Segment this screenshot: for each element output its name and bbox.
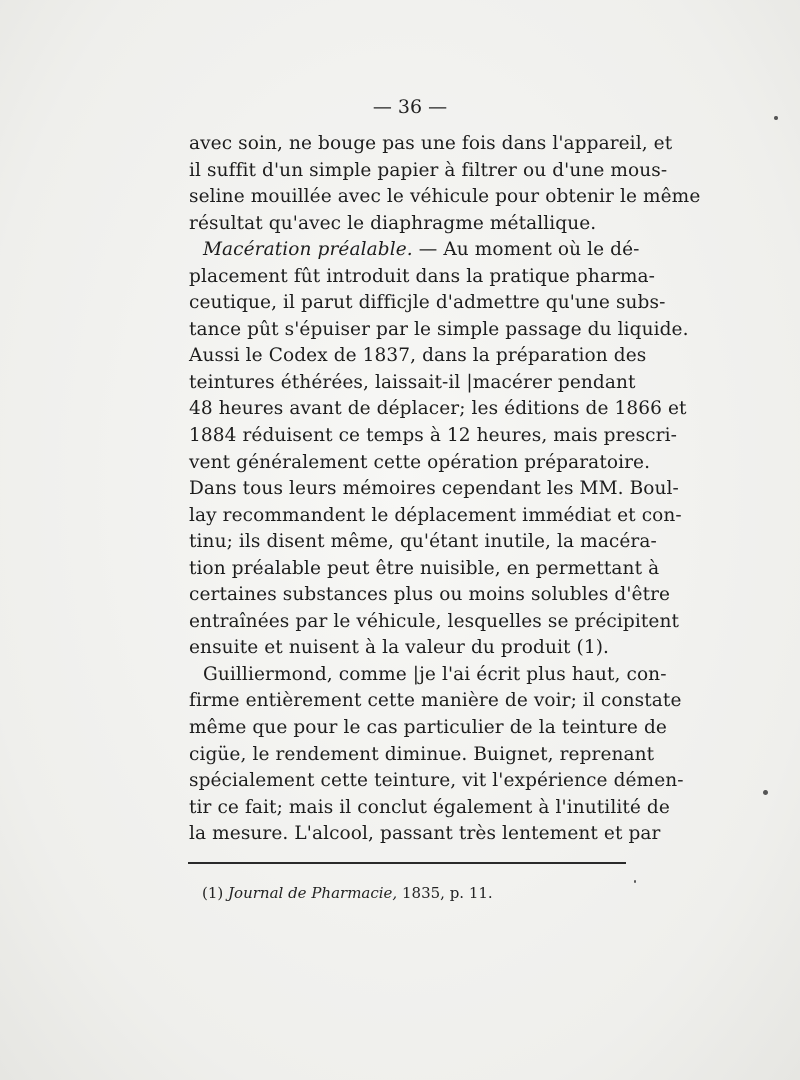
- text-line: Guilliermond, comme |je l'ai écrit plus haut, con-: [203, 663, 667, 685]
- text-line: même que pour le cas particulier de la teinture de: [189, 717, 667, 739]
- text-line: Aussi le Codex de 1837, dans la préparation des: [189, 345, 647, 367]
- ink-speck: [763, 790, 768, 795]
- footnote: [202, 884, 493, 902]
- text-line: la mesure. L'alcool, passant très lentement et par: [189, 823, 661, 845]
- footnote-reference: 1835, p. 11.: [401, 884, 493, 902]
- text-line: tir ce fait; mais il conclut également à l'inutilité de: [189, 796, 670, 818]
- text-line: tion préalable peut être nuisible, en permettant à: [189, 557, 660, 579]
- text-line: placement fût introduit dans la pratique pharma-: [189, 265, 656, 287]
- text-line: [189, 237, 640, 264]
- text-line: tance pût s'épuiser par le simple passage du liquide.: [189, 318, 689, 340]
- body-text: [189, 131, 701, 848]
- text-line: certaines substances plus ou moins solubles d'être: [189, 584, 671, 606]
- section-heading: Macération préalable.: [203, 239, 413, 261]
- footnote-rule: [188, 862, 626, 864]
- text-line: seline mouillée avec le véhicule pour obtenir le même: [189, 186, 701, 208]
- footnote-journal: Journal de Pharmacie,: [228, 884, 398, 902]
- text-line-content: — Au moment où le dé-: [418, 239, 640, 261]
- text-line: 1884 réduisent ce temps à 12 heures, mais prescri-: [189, 425, 677, 447]
- ink-speck: [634, 880, 636, 883]
- page-number: — 36 —: [372, 96, 448, 118]
- text-line: vent généralement cette opération préparatoire.: [189, 451, 651, 473]
- text-line: Dans tous leurs mémoires cependant les MM. Boul-: [189, 478, 679, 500]
- footnote-marker: (1): [202, 884, 224, 902]
- text-line: firme entièrement cette manière de voir; il constate: [189, 690, 682, 712]
- text-line: tinu; ils disent même, qu'étant inutile, la macéra-: [189, 531, 657, 553]
- text-line: 48 heures avant de déplacer; les éditions de 1866 et: [189, 398, 687, 420]
- text-line: avec soin, ne bouge pas une fois dans l'appareil, et: [189, 133, 673, 154]
- text-line: résultat qu'avec le diaphragme métallique.: [189, 212, 597, 234]
- text-line: ceutique, il parut difficjle d'admettre qu'une subs-: [189, 292, 666, 314]
- text-line: ensuite et nuisent à la valeur du produit (1).: [189, 637, 609, 659]
- text-line: il suffit d'un simple papier à filtrer ou d'une mous-: [189, 159, 668, 181]
- text-line: entraînées par le véhicule, lesquelles se précipitent: [189, 610, 679, 632]
- text-line: lay recommandent le déplacement immédiat et con-: [189, 504, 682, 526]
- text-line: spécialement cette teinture, vit l'expérience démen-: [189, 770, 684, 792]
- text-line: teintures éthérées, laissait-il |macérer pendant: [189, 371, 636, 393]
- ink-speck: [774, 116, 778, 120]
- text-line: cigüe, le rendement diminue. Buignet, reprenant: [189, 743, 655, 765]
